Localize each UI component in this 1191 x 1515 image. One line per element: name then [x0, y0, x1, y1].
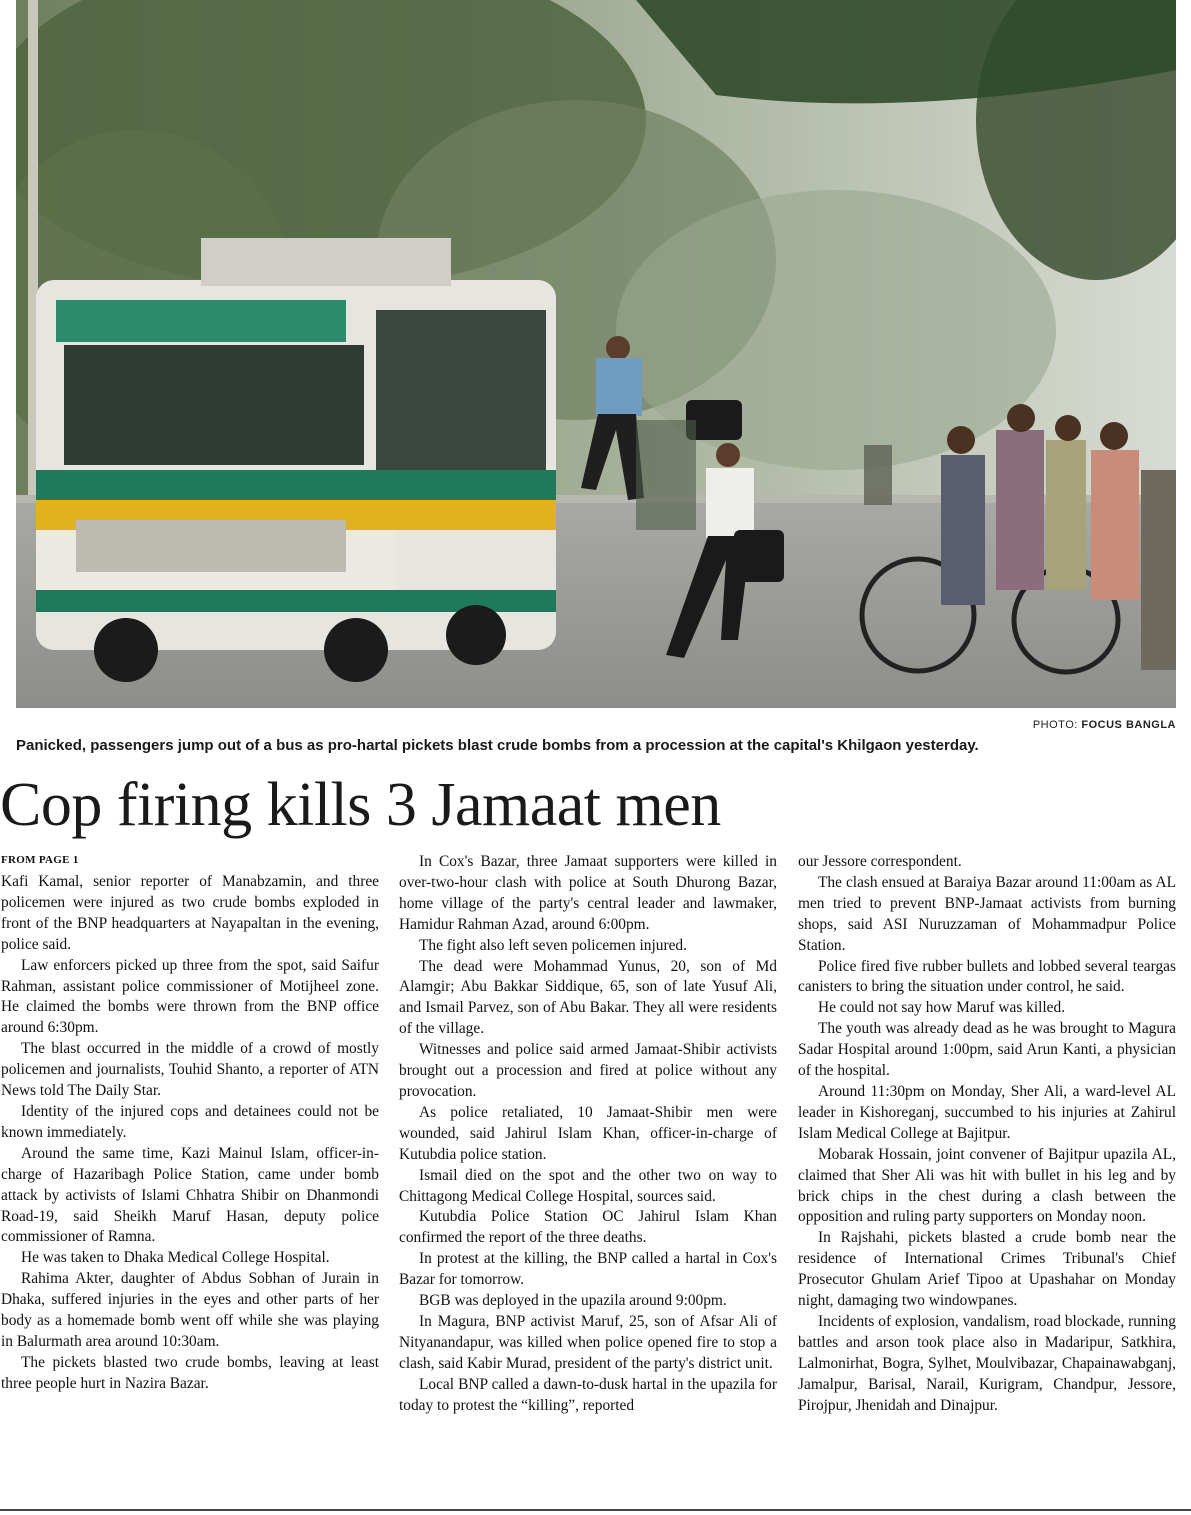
paragraph: Around the same time, Kazi Mainul Islam, officer-in-charge of Hazaribagh Police Station, came under bomb attack by activists of Islami Chhatra Shibir on Dhanmondi Road-19, said Sheikh Maruf Hasan, deputy police commissioner of Ramna.	[1, 1144, 379, 1246]
paragraph: Mobarak Hossain, joint convener of Bajitpur upazila AL, claimed that Sher Ali was hit with bullet in his leg and by brick chips in the chest during a clash between the opposition and ruling party supporters on Monday noon.	[798, 1145, 1176, 1226]
paragraph: The pickets blasted two crude bombs, leaving at least three people hurt in Nazira Bazar.	[1, 1353, 379, 1392]
jump-label: FROM PAGE 1	[1, 854, 79, 866]
photo-credit-prefix: PHOTO:	[1032, 719, 1078, 731]
paragraph: Law enforcers picked up three from the spot, said Saifur Rahman, assistant police commissioner of Motijheel zone. He claimed the bombs were thrown from the BNP office around 6:30pm.	[1, 956, 379, 1037]
article-column-2	[399, 852, 777, 1416]
article-headline: Cop firing kills 3 Jamaat men	[0, 771, 721, 839]
photo-credit-source: FOCUS BANGLA	[1081, 719, 1176, 731]
paragraph: In Magura, BNP activist Maruf, 25, son of Afsar Ali of Nityanandapur, was killed when police opened fire to stop a clash, said Kabir Murad, president of the party's district unit.	[399, 1312, 777, 1372]
paragraph: Identity of the injured cops and detainees could not be known immediately.	[1, 1102, 379, 1141]
bus-shape	[36, 238, 556, 682]
paragraph: In Cox's Bazar, three Jamaat supporters were killed in over-two-hour clash with police at South Dhurong Bazar, home village of the party's central leader and lawmaker, Hamidur Rahman Azad, around 6:00pm.	[399, 853, 777, 933]
paragraph: He could not say how Maruf was killed.	[818, 999, 1066, 1017]
paragraph: Rahima Akter, daughter of Abdus Sobhan of Jurain in Dhaka, suffered injuries in the eyes and other parts of her body as a homemade bomb went off while she was playing in Balurmath area around 10:30am.	[1, 1270, 379, 1350]
photo-credit	[1033, 719, 1176, 731]
paragraph: The clash ensued at Baraiya Bazar around 11:00am as AL men tried to prevent BNP-Jamaat activists from burning shops, said ASI Nuruzzaman of Mohammadpur Police Station.	[798, 873, 1176, 954]
paragraph: Around 11:30pm on Monday, Sher Ali, a ward-level AL leader in Kishoreganj, succumbed to his injuries at Zahirul Islam Medical College at Bajitpur.	[798, 1082, 1176, 1142]
news-photo	[16, 0, 1176, 708]
paragraph: Kutubdia Police Station OC Jahirul Islam Khan confirmed the report of the three deaths.	[399, 1208, 777, 1247]
paragraph: In Rajshahi, pickets blasted a crude bomb near the residence of International Crimes Tribunal's Chief Prosecutor Ghulam Arief Tipoo at Upashahar on Monday night, damaging two windowpanes.	[798, 1229, 1176, 1310]
paragraph: The dead were Mohammad Yunus, 20, son of Md Alamgir; Abu Bakkar Siddique, 65, son of late Yusuf Ali, and Ismail Parvez, son of Abu Bakar. They all were residents of the village.	[399, 957, 777, 1038]
news-photo-illustration	[16, 0, 1176, 707]
paragraph: He was taken to Dhaka Medical College Hospital.	[21, 1249, 330, 1267]
paragraph: Incidents of explosion, vandalism, road blockade, running battles and arson took place also in Madaripur, Satkhira, Lalmonirhat, Bogra, Sylhet, Moulvibazar, Chapainawabganj, Jamalpur, Barisal, Narail, Kurigram, Chandpur, Jessore, Pirojpur, Jhenidah and Dinajpur.	[798, 1312, 1176, 1414]
paragraph: Local BNP called a dawn-to-dusk hartal in the upazila for today to protest the “killing”, reported	[399, 1375, 777, 1414]
paragraph: BGB was deployed in the upazila around 9:00pm.	[419, 1292, 727, 1310]
paragraph: In protest at the killing, the BNP called a hartal in Cox's Bazar for tomorrow.	[399, 1250, 777, 1289]
bottom-rule	[0, 1509, 1191, 1511]
paragraph: The youth was already dead as he was brought to Magura Sadar Hospital around 1:00pm, said Arun Kanti, a physician of the hospital.	[798, 1020, 1176, 1080]
paragraph: Kafi Kamal, senior reporter of Manabzamin, and three policemen were injured as two crude bombs exploded in front of the BNP headquarters at Nayapaltan in the evening, police said.	[1, 873, 379, 953]
paragraph: Police fired five rubber bullets and lobbed several teargas canisters to bring the situation under control, he said.	[798, 957, 1176, 996]
paragraph: The blast occurred in the middle of a crowd of mostly policemen and journalists, Touhid Shanto, a reporter of ATN News told The Daily Star.	[1, 1040, 379, 1100]
article-column-3	[798, 852, 1176, 1416]
paragraph: The fight also left seven policemen injured.	[419, 936, 687, 954]
photo-caption: Panicked, passengers jump out of a bus as pro-hartal pickets blast crude bombs from a procession at the capital's Khilgaon yesterday.	[16, 737, 979, 754]
paragraph: Witnesses and police said armed Jamaat-Shibir activists brought out a procession and fired at police without any provocation.	[399, 1041, 777, 1100]
paragraph: our Jessore correspondent.	[798, 853, 962, 870]
paragraph: Ismail died on the spot and the other two on way to Chittagong Medical College Hospital, sources said.	[399, 1166, 777, 1205]
article-column-1	[1, 872, 379, 1395]
paragraph: As police retaliated, 10 Jamaat-Shibir men were wounded, said Jahirul Islam Khan, officer-in-charge of Kutubdia police station.	[399, 1103, 777, 1163]
